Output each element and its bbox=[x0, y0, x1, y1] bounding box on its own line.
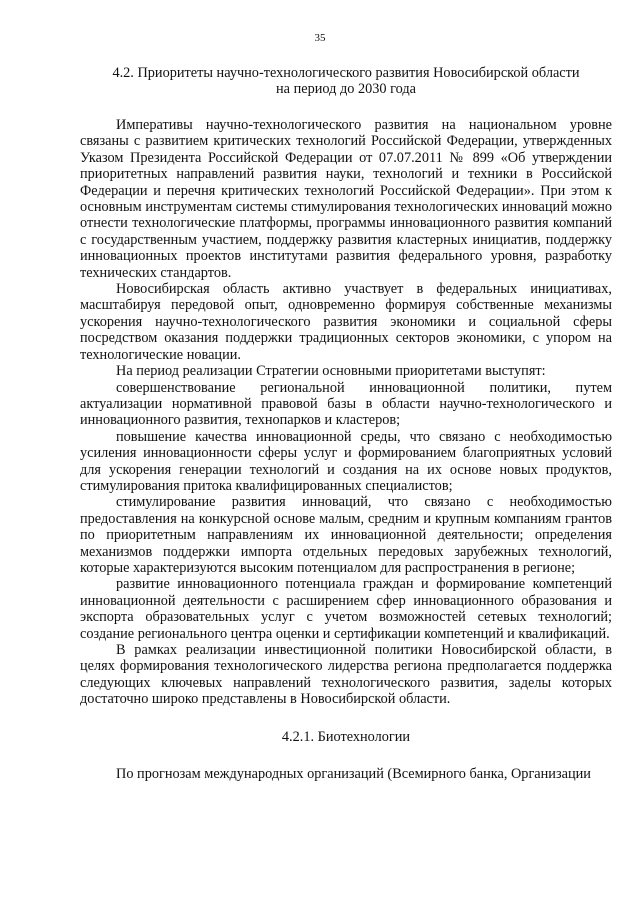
section-title-line-1: 4.2. Приоритеты научно-технологического развития Новосибирской области bbox=[112, 65, 580, 81]
priority-item-environment: повышение качества инновационной среды, что связано с необходимостью усиления инновационности сферы услуг и формированием благоприятных условий для ускорения генерации технологий и создания на их основе новых продуктов, стимулирования притока квалифицированных специалистов; bbox=[80, 428, 612, 494]
priority-item-policy: совершенствование региональной инновационной политики, путем актуализации нормативной правовой базы в области научно-технологического и инновационного развития, технопарков и кластеров; bbox=[80, 379, 612, 429]
section-title-line-2: на период до 2030 года bbox=[276, 81, 416, 98]
paragraph-novosibirsk-participation: Новосибирская область активно участвует в федеральных инициативах, масштабируя передовой опыт, одновременно формируя собственные механизмы ускорения научно-технологического развития экономики и социальной сферы посредством оказания поддержки традиционных секторов экономики, с упором на технологические новации. bbox=[80, 281, 612, 363]
body-text bbox=[80, 117, 612, 782]
paragraph-investment-policy: В рамках реализации инвестиционной политики Новосибирской области, в целях формирования технологического лидерства региона предполагается поддержка следующих ключевых направлений технологического развития, заделы которых достаточно широко представлены в Новосибирской области. bbox=[80, 642, 612, 708]
page-number: 35 bbox=[314, 32, 326, 44]
subsection-title: 4.2.1. Биотехнологии bbox=[281, 728, 411, 745]
paragraph-imperatives: Императивы научно-технологического развития на национальном уровне связаны с развитием критических технологий Российской Федерации, утвержденных Указом Президента Российской Федерации от 07.07.2011 № 899 «Об утверждении приоритетных направлений развития науки, технологий и техники в Российской Федерации и перечня критических технологий Российской Федерации». При этом к основным инструментам системы стимулирования технологических инноваций можно отнести технологические платформы, программы инновационного развития компаний с государственным участием, поддержку развития кластерных инициатив, поддержку инновационных проектов институтами развития федерального уровня, разработку технических стандартов. bbox=[80, 117, 612, 281]
paragraph-forecasts: По прогнозам международных организаций (Всемирного банка, Организации bbox=[116, 766, 591, 783]
paragraph-priorities-intro: На период реализации Стратегии основными приоритетами выступят: bbox=[116, 363, 546, 380]
priority-item-stimulation: стимулирование развития инноваций, что связано с необходимостью предоставления на конкурсной основе малым, средним и крупным компаниям грантов по приоритетным направлениям их инновационной деятельности; определения механизмов поддержки импорта отдельных передовых зарубежных технологий, которые характеризуются высоким потенциалом для распространения в регионе; bbox=[80, 494, 612, 576]
priority-item-potential: развитие инновационного потенциала граждан и формирование компетенций инновационной деятельности с расширением сфер инновационного образования и экспорта образовательных услуг с учетом возможностей сетевых технологий; создание регионального центра оценки и сертификации компетенций и квалификаций. bbox=[80, 576, 612, 642]
section-title bbox=[80, 65, 612, 98]
